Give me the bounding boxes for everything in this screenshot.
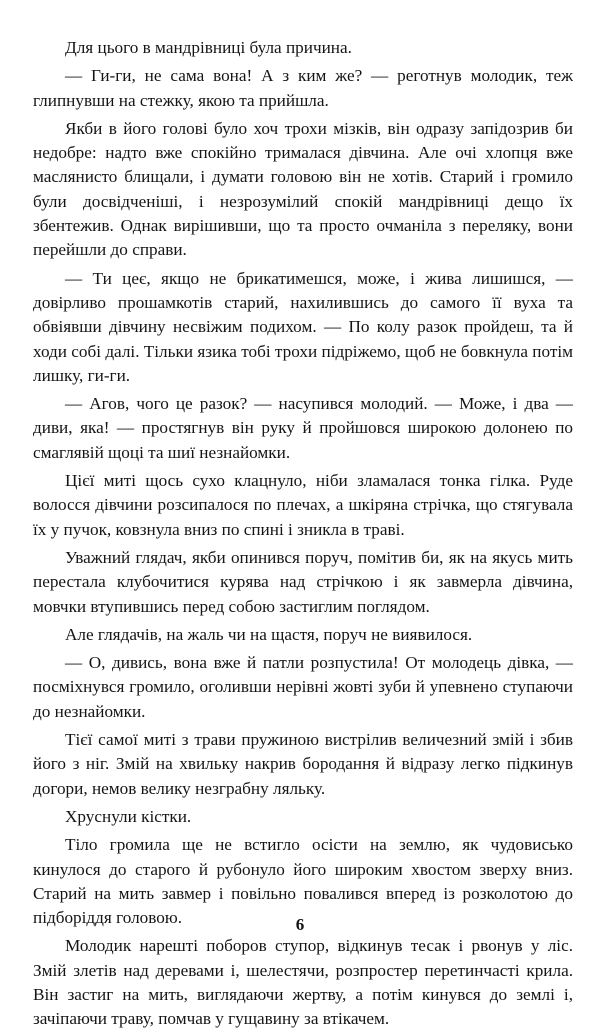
paragraph-1: Для цього в мандрівниці була причина. xyxy=(65,38,352,57)
paragraph-12: Тіло громила ще не встигло осісти на землю, як чудовисько кинулося до старого й рубонуло його широким хвостом зверху вниз. Старий на мить завмер і повільно повалився вперед із розколотою до підборіддя головою. xyxy=(33,835,573,928)
page-number: 6 xyxy=(295,915,305,934)
paragraph-13: Молодик нарешті поборов ступор, відкинув тесак і рвонув у ліс. Змій злетів над деревами і, шелестячи, розпростер перетинчасті крила. Він застиг на мить, виглядаючи жертву, а потім кинувся до землі і, зачіпаючи траву, помчав у гущавину за втікачем. xyxy=(33,936,573,1029)
paragraph-11: Хруснули кістки. xyxy=(65,806,192,826)
paragraph-10: Тієї самої миті з трави пружиною вистрілив величезний змій і збив його з ніг. Змій на хвильку накрив бородання й відразу легко підкинув догори, немов велику незграбну ляльку. xyxy=(33,730,573,798)
paragraph-4: — Ти цеє, якщо не брикатимешся, може, і жива лишишся, — довірливо прошамкотів старий, нахилившись до самого її вуха та обвіявши дівчину несвіжим подихом. — По колу разок пройдеш, та й ходи собі далі. Тільки язика тобі трохи підріжемо, щоб не бовкнула потім лишку, ги-ги. xyxy=(33,268,573,385)
paragraph-2: — Ги-ги, не сама вона! А з ким же? — реготнув молодик, теж глипнувши на стежку, якою та прийшла. xyxy=(33,66,573,110)
page-text-body xyxy=(33,36,573,1036)
paragraph-5: — Агов, чого це разок? — насупився молодий. — Може, і два — диви, яка! — простягнув він руку й пройшовся широкою долонею по смаглявій щоці та шиї незнайомки. xyxy=(33,394,573,462)
paragraph-9: — О, дивись, вона вже й патли розпустила! От молодець дівка, — посміхнувся громило, оголивши нерівні жовті зуби й упевнено ступаючи до незнайомки. xyxy=(33,653,573,721)
paragraph-3: Якби в його голові було хоч трохи мізків, він одразу запідозрив би недобре: надто вже спокійно трималася дівчина. Але очі хлопця вже маслянисто блищали, і думати головою він не хотів. Старий і громило були досвідченіші, і незрозумілий спокій мандрівниці дещо їх збентежив. Однак вирішивши, що та просто очманіла з переляку, вони перейшли до справи. xyxy=(33,118,573,260)
paragraph-7: Уважний глядач, якби опинився поруч, помітив би, як на якусь мить перестала клубочитися курява над стрічкою і як завмерла дівчина, мовчки втупившись перед собою застиглим поглядом. xyxy=(33,547,573,616)
paragraph-8: Але глядачів, на жаль чи на щастя, поруч не виявилося. xyxy=(65,624,473,644)
paragraph-6: Цієї миті щось сухо клацнуло, ніби зламалася тонка гілка. Руде волосся дівчини розсипалося по плечах, а шкіряна стрічка, що стягувала їх у пучок, ковзнула вниз по спині і зникла в траві. xyxy=(33,471,573,539)
